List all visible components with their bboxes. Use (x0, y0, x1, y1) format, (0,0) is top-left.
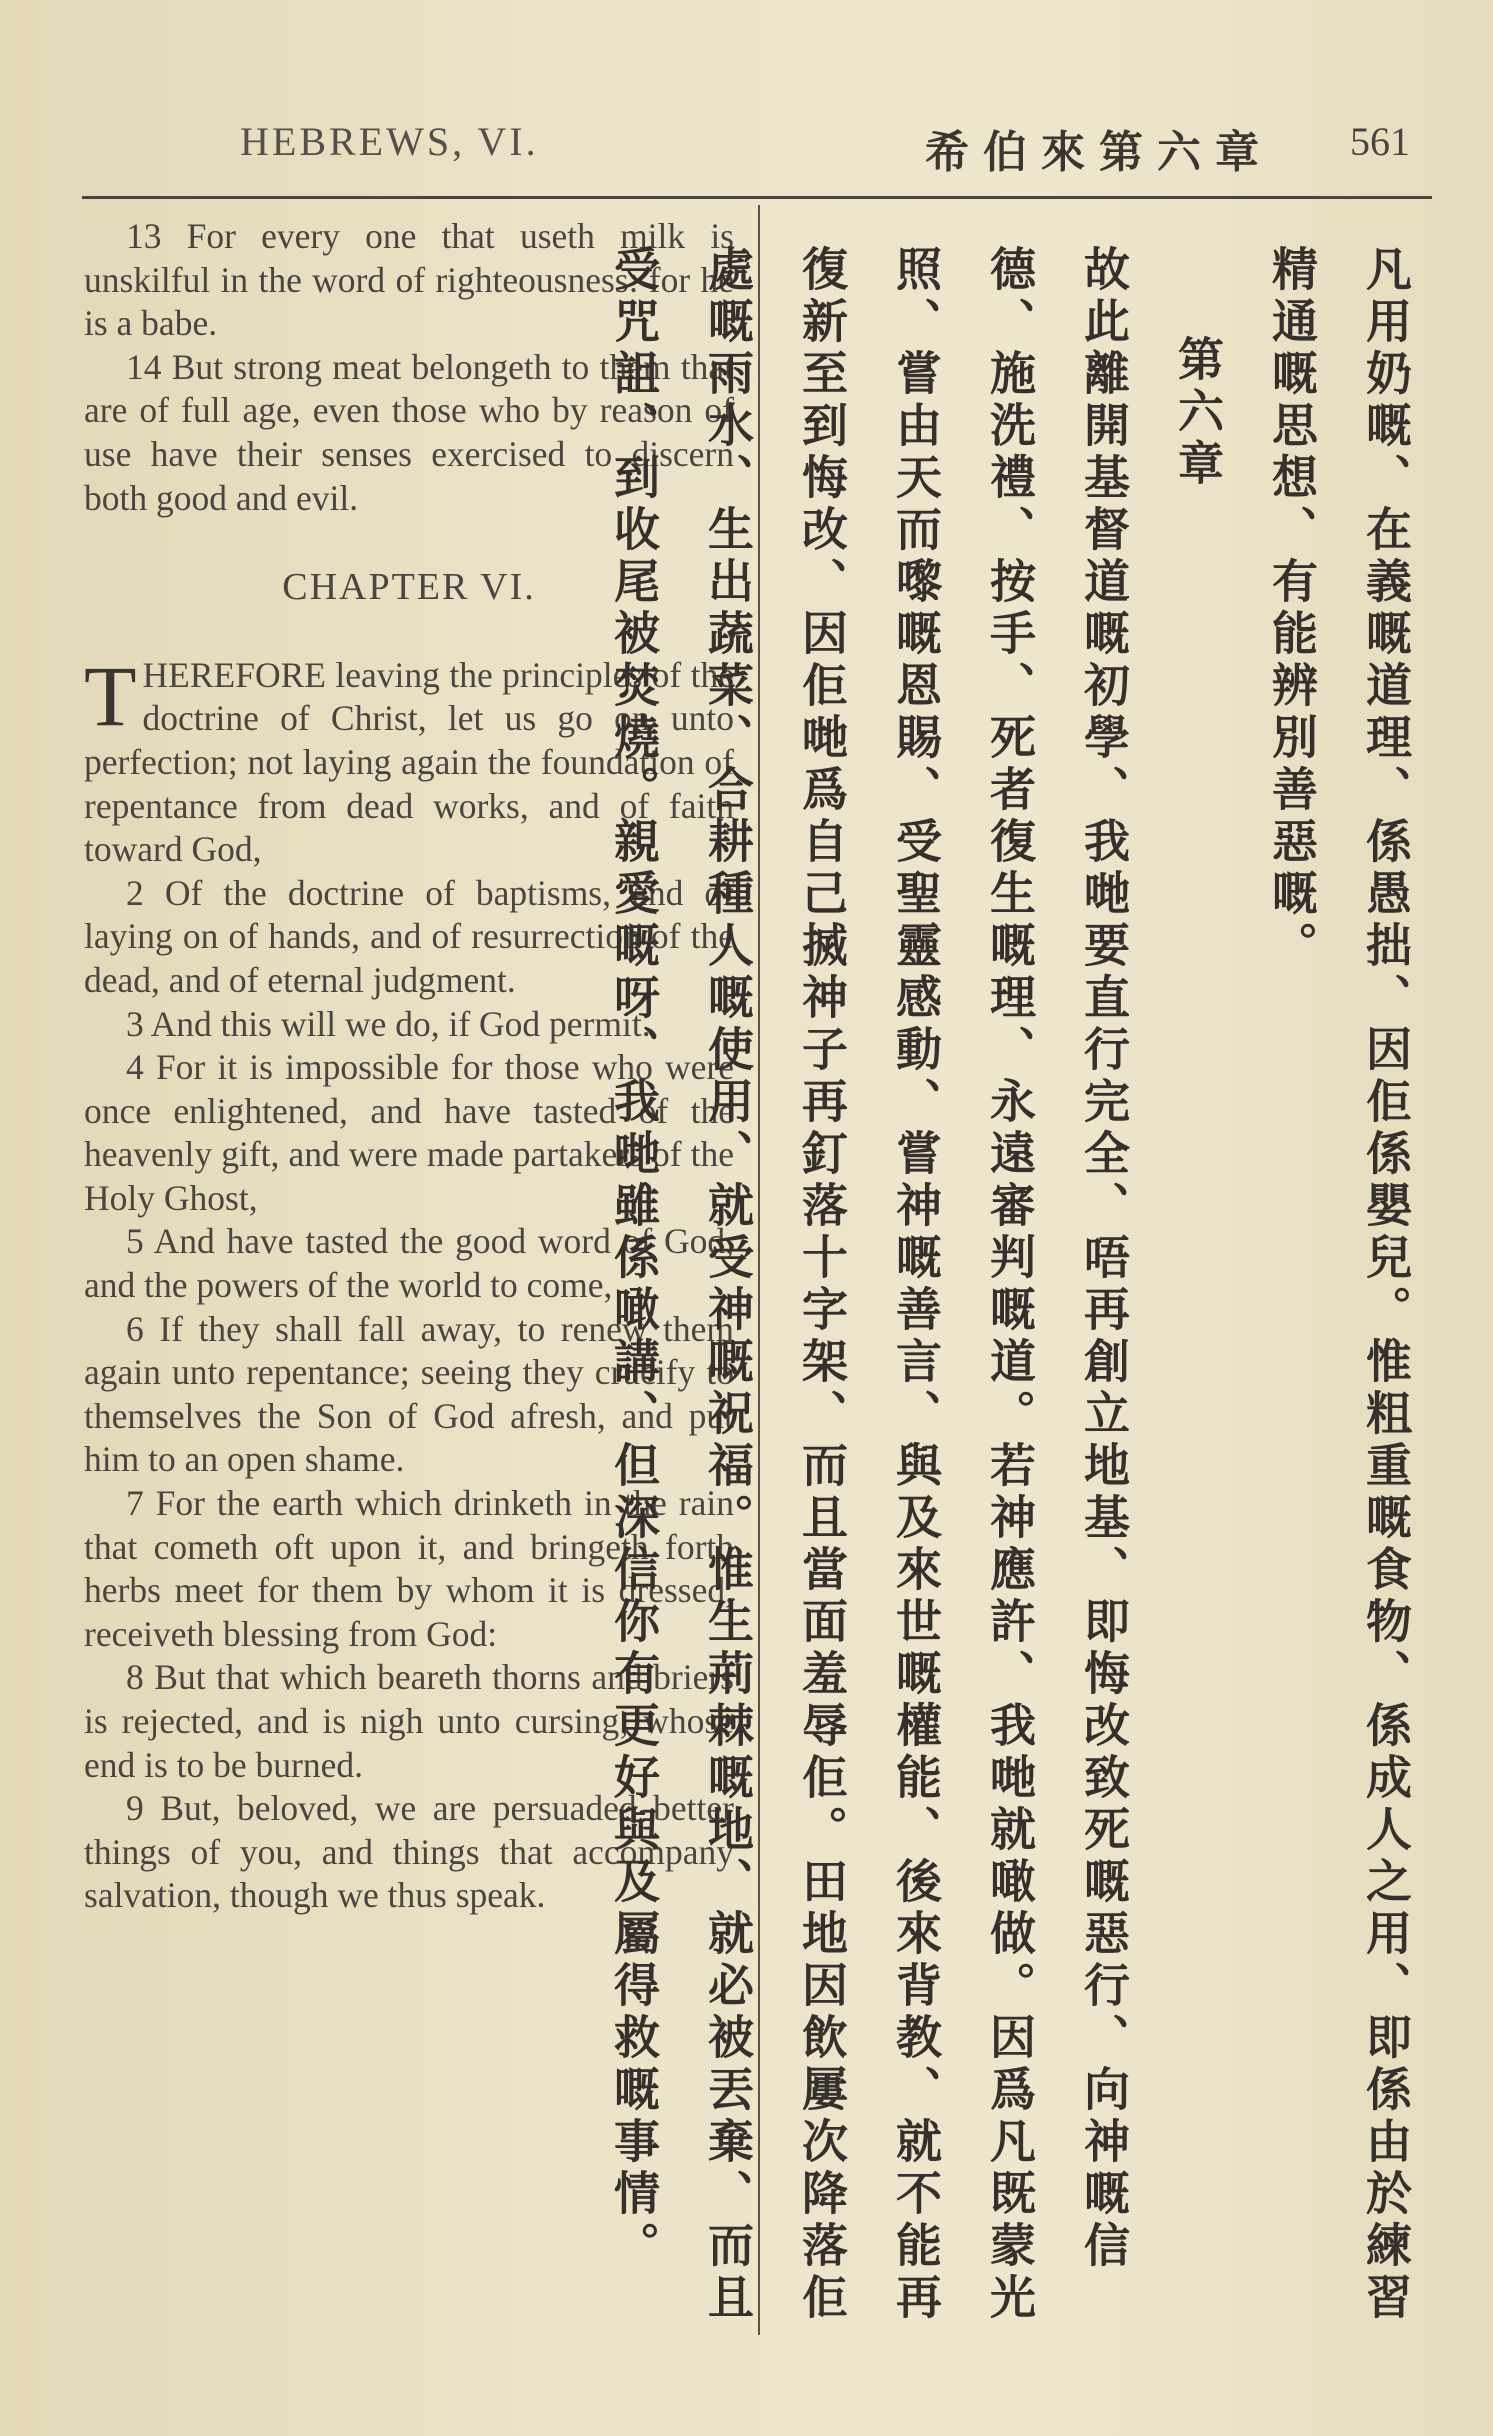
verse-4: 4 For it is impossible for those who were once enlightened, and have tasted of the heavenly gift, and were made partakers of the Holy Ghost, (84, 1047, 734, 1218)
english-running-title: HEBREWS, VI. (240, 119, 539, 164)
running-head (0, 118, 1493, 178)
chinese-chapter-heading: 第六章 (1171, 335, 1225, 491)
chinese-verses-13-14: 凡用奶嘅、在義嘅道理、係愚拙、因佢係嬰兒。惟粗重嘅食物、係成人之用、即係由於練習精通嘅思想、有能辨別善惡嘅。 (1265, 245, 1413, 2325)
chinese-running-title: 希伯來第六章 (925, 127, 1273, 178)
verse-6: 6 If they shall fall away, to renew them again unto repentance; seeing they crucify to themselves the Son of God afresh, and put him to an open shame. (84, 1308, 734, 1480)
verse-13: 13 For every one that useth milk is unskilful in the word of righteousness: for he is a babe. (84, 216, 734, 344)
verse-8: 8 But that which beareth thorns and briers is rejected, and is nigh unto cursing; whose end is to be burned. (84, 1657, 734, 1785)
verse-2: 2 Of the doctrine of baptisms, and of laying on of hands, and of resurrection of the dead, and of eternal judgment. (84, 872, 734, 1000)
chinese-column (607, 245, 1433, 2355)
verse-5: 5 And have tasted the good word of God, and the powers of the world to come, (84, 1221, 734, 1306)
verse-3: 3 And this will we do, if God permit. (126, 1003, 651, 1044)
verse-9: 9 But, beloved, we are persuaded better things of you, and things that accompany salvation, though we thus speak. (84, 1788, 734, 1916)
page-number: 561 (1350, 119, 1410, 164)
verse-7: 7 For the earth which drinketh in the rain that cometh oft upon it, and bringeth forth herbs meet for them by whom it is dressed, receiveth blessing from God: (84, 1483, 734, 1654)
chapter-heading: CHAPTER VI. (282, 566, 536, 609)
drop-cap: T (84, 647, 137, 744)
verse-1-text: HEREFORE leaving the principles of the doctrine of Christ, let us go on unto perfection; not laying again the foundation of repentance from dead works, and of faith toward God, (84, 654, 734, 870)
chinese-verses-1-9: 故此離開基督道嘅初學、我哋要直行完全、唔再創立地基、即悔改致死嘅惡行、向神嘅信德、施洗禮、按手、死者復生嘅理、永遠審判嘅道。若神應許、我哋就噉做。因爲凡既蒙光照、嘗由天而嚟嘅恩賜、受聖靈感動、嘗神嘅善言、與及來世嘅權能、後來背教、就不能再復新至到悔改、因佢哋爲自己搣神子再釘落十字架、而且當面羞辱佢。田地因飲屢次降落佢處嘅雨水、生出蔬菜、合耕種人嘅使用、就受神嘅祝福。惟生荊棘嘅地、就必被丟棄、而且受咒詛、到收尾被焚燒。親愛嘅呀、我哋雖係噉講、但深信你有更好與及屬得救嘅事情。 (607, 245, 1131, 2325)
verse-14: 14 But strong meat belongeth to them that are of full age, even those who by reason of use have their senses exercised to discern both good and evil. (84, 346, 734, 518)
header-rule (82, 196, 1432, 199)
